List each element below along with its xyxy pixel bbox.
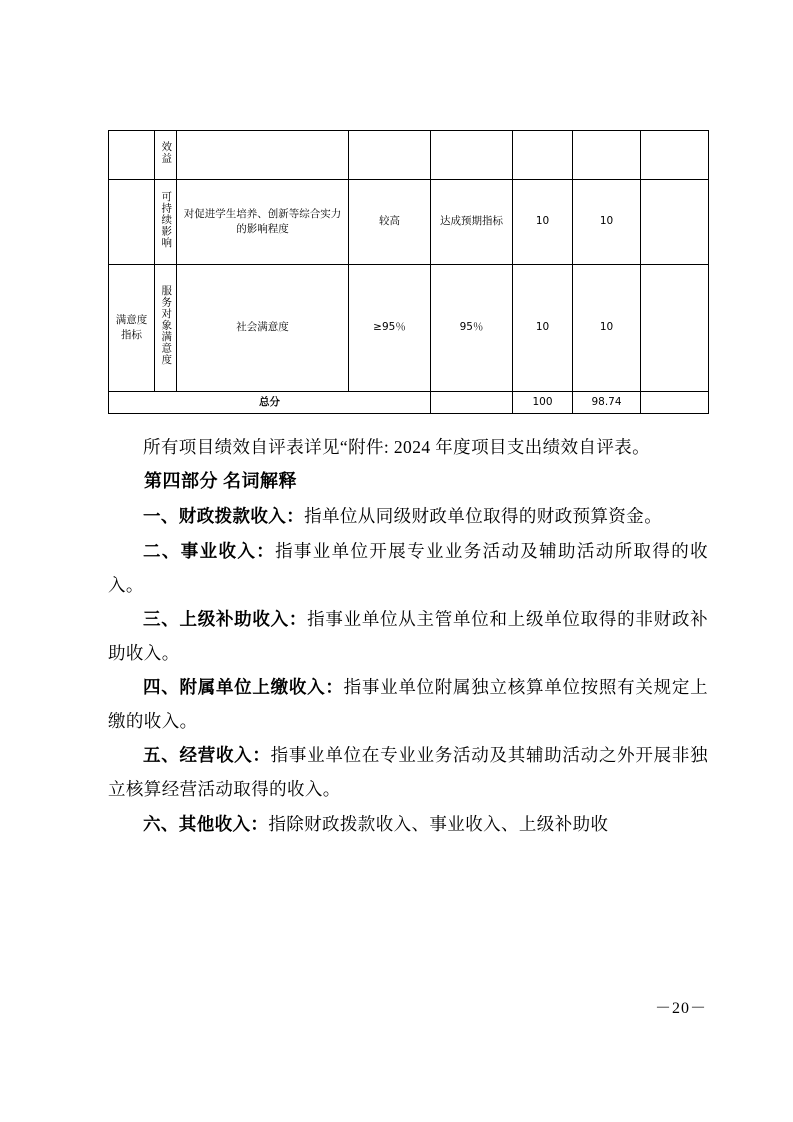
cell-category: 满意度指标: [109, 265, 155, 392]
cell-score-actual: [573, 131, 641, 180]
term-item-3: [108, 602, 708, 670]
term-item-5: [108, 738, 708, 806]
cell-score-actual: 10: [573, 265, 641, 392]
page-content: [108, 130, 708, 841]
term-label: 三、上级补助收入：: [143, 608, 308, 629]
term-item-4: [108, 670, 708, 738]
term-text: 指事业单位在专业业务活动及其辅助活动之外开展非独立核算经营活动取得的收入。: [108, 745, 708, 800]
cell-total-label: 总分: [109, 392, 431, 414]
term-label: 六、其他收入：: [143, 813, 269, 834]
term-label: 五、经营收入：: [143, 745, 271, 766]
cell-score-standard: 10: [513, 180, 573, 265]
term-item-1: [108, 499, 708, 533]
cell-remark: [641, 265, 709, 392]
cell-actual: [431, 131, 513, 180]
term-text: 指事业单位从主管单位和上级单位取得的非财政补助收入。: [108, 608, 708, 663]
table-row: [109, 180, 709, 265]
cell-score-actual: 10: [573, 180, 641, 265]
term-text: 指除财政拨款收入、事业收入、上级补助收: [268, 813, 609, 834]
performance-evaluation-table: [108, 130, 709, 414]
cell-indicator: 社会满意度: [177, 265, 349, 392]
cell-actual: 达成预期指标: [431, 180, 513, 265]
table-row: [109, 265, 709, 392]
term-item-6: [108, 807, 708, 841]
term-text: 指单位从同级财政单位取得的财政预算资金。: [304, 506, 663, 527]
cell-total-remark: [641, 392, 709, 414]
cell-category: [109, 131, 155, 180]
table-row: [109, 131, 709, 180]
cell-subcategory: 服务对象满意度: [155, 265, 177, 392]
cell-target: ≥95％: [349, 265, 431, 392]
cell-score-standard: 10: [513, 265, 573, 392]
cell-target: 较高: [349, 180, 431, 265]
cell-target: [349, 131, 431, 180]
term-label: 二、事业收入：: [143, 540, 276, 561]
cell-subcategory: 可持续影响: [155, 180, 177, 265]
section-heading-part-four: 第四部分 名词解释: [144, 471, 297, 492]
table-total-row: [109, 392, 709, 414]
term-text: 指事业单位附属独立核算单位按照有关规定上缴的收入。: [108, 677, 709, 732]
cell-total-blank: [431, 392, 513, 414]
cell-indicator: 对促进学生培养、创新等综合实力的影响程度: [177, 180, 349, 265]
term-item-2: [108, 534, 708, 602]
cell-remark: [641, 180, 709, 265]
cell-remark: [641, 131, 709, 180]
cell-subcategory: 效益: [155, 131, 177, 180]
attachment-note: 所有项目绩效自评表详见“附件: 2024 年度项目支出绩效自评表。: [143, 437, 651, 458]
cell-score-standard: [513, 131, 573, 180]
cell-total-score-actual: 98.74: [573, 392, 641, 414]
cell-total-score-standard: 100: [513, 392, 573, 414]
cell-category: [109, 180, 155, 265]
term-label: 四、附属单位上缴收入：: [143, 677, 344, 698]
cell-actual: 95％: [431, 265, 513, 392]
term-text: 指事业单位开展专业业务活动及辅助活动所取得的收入。: [108, 540, 708, 595]
cell-indicator: [177, 131, 349, 180]
term-label: 一、财政拨款收入：: [143, 506, 305, 527]
page-number: －20－: [654, 1000, 707, 1017]
